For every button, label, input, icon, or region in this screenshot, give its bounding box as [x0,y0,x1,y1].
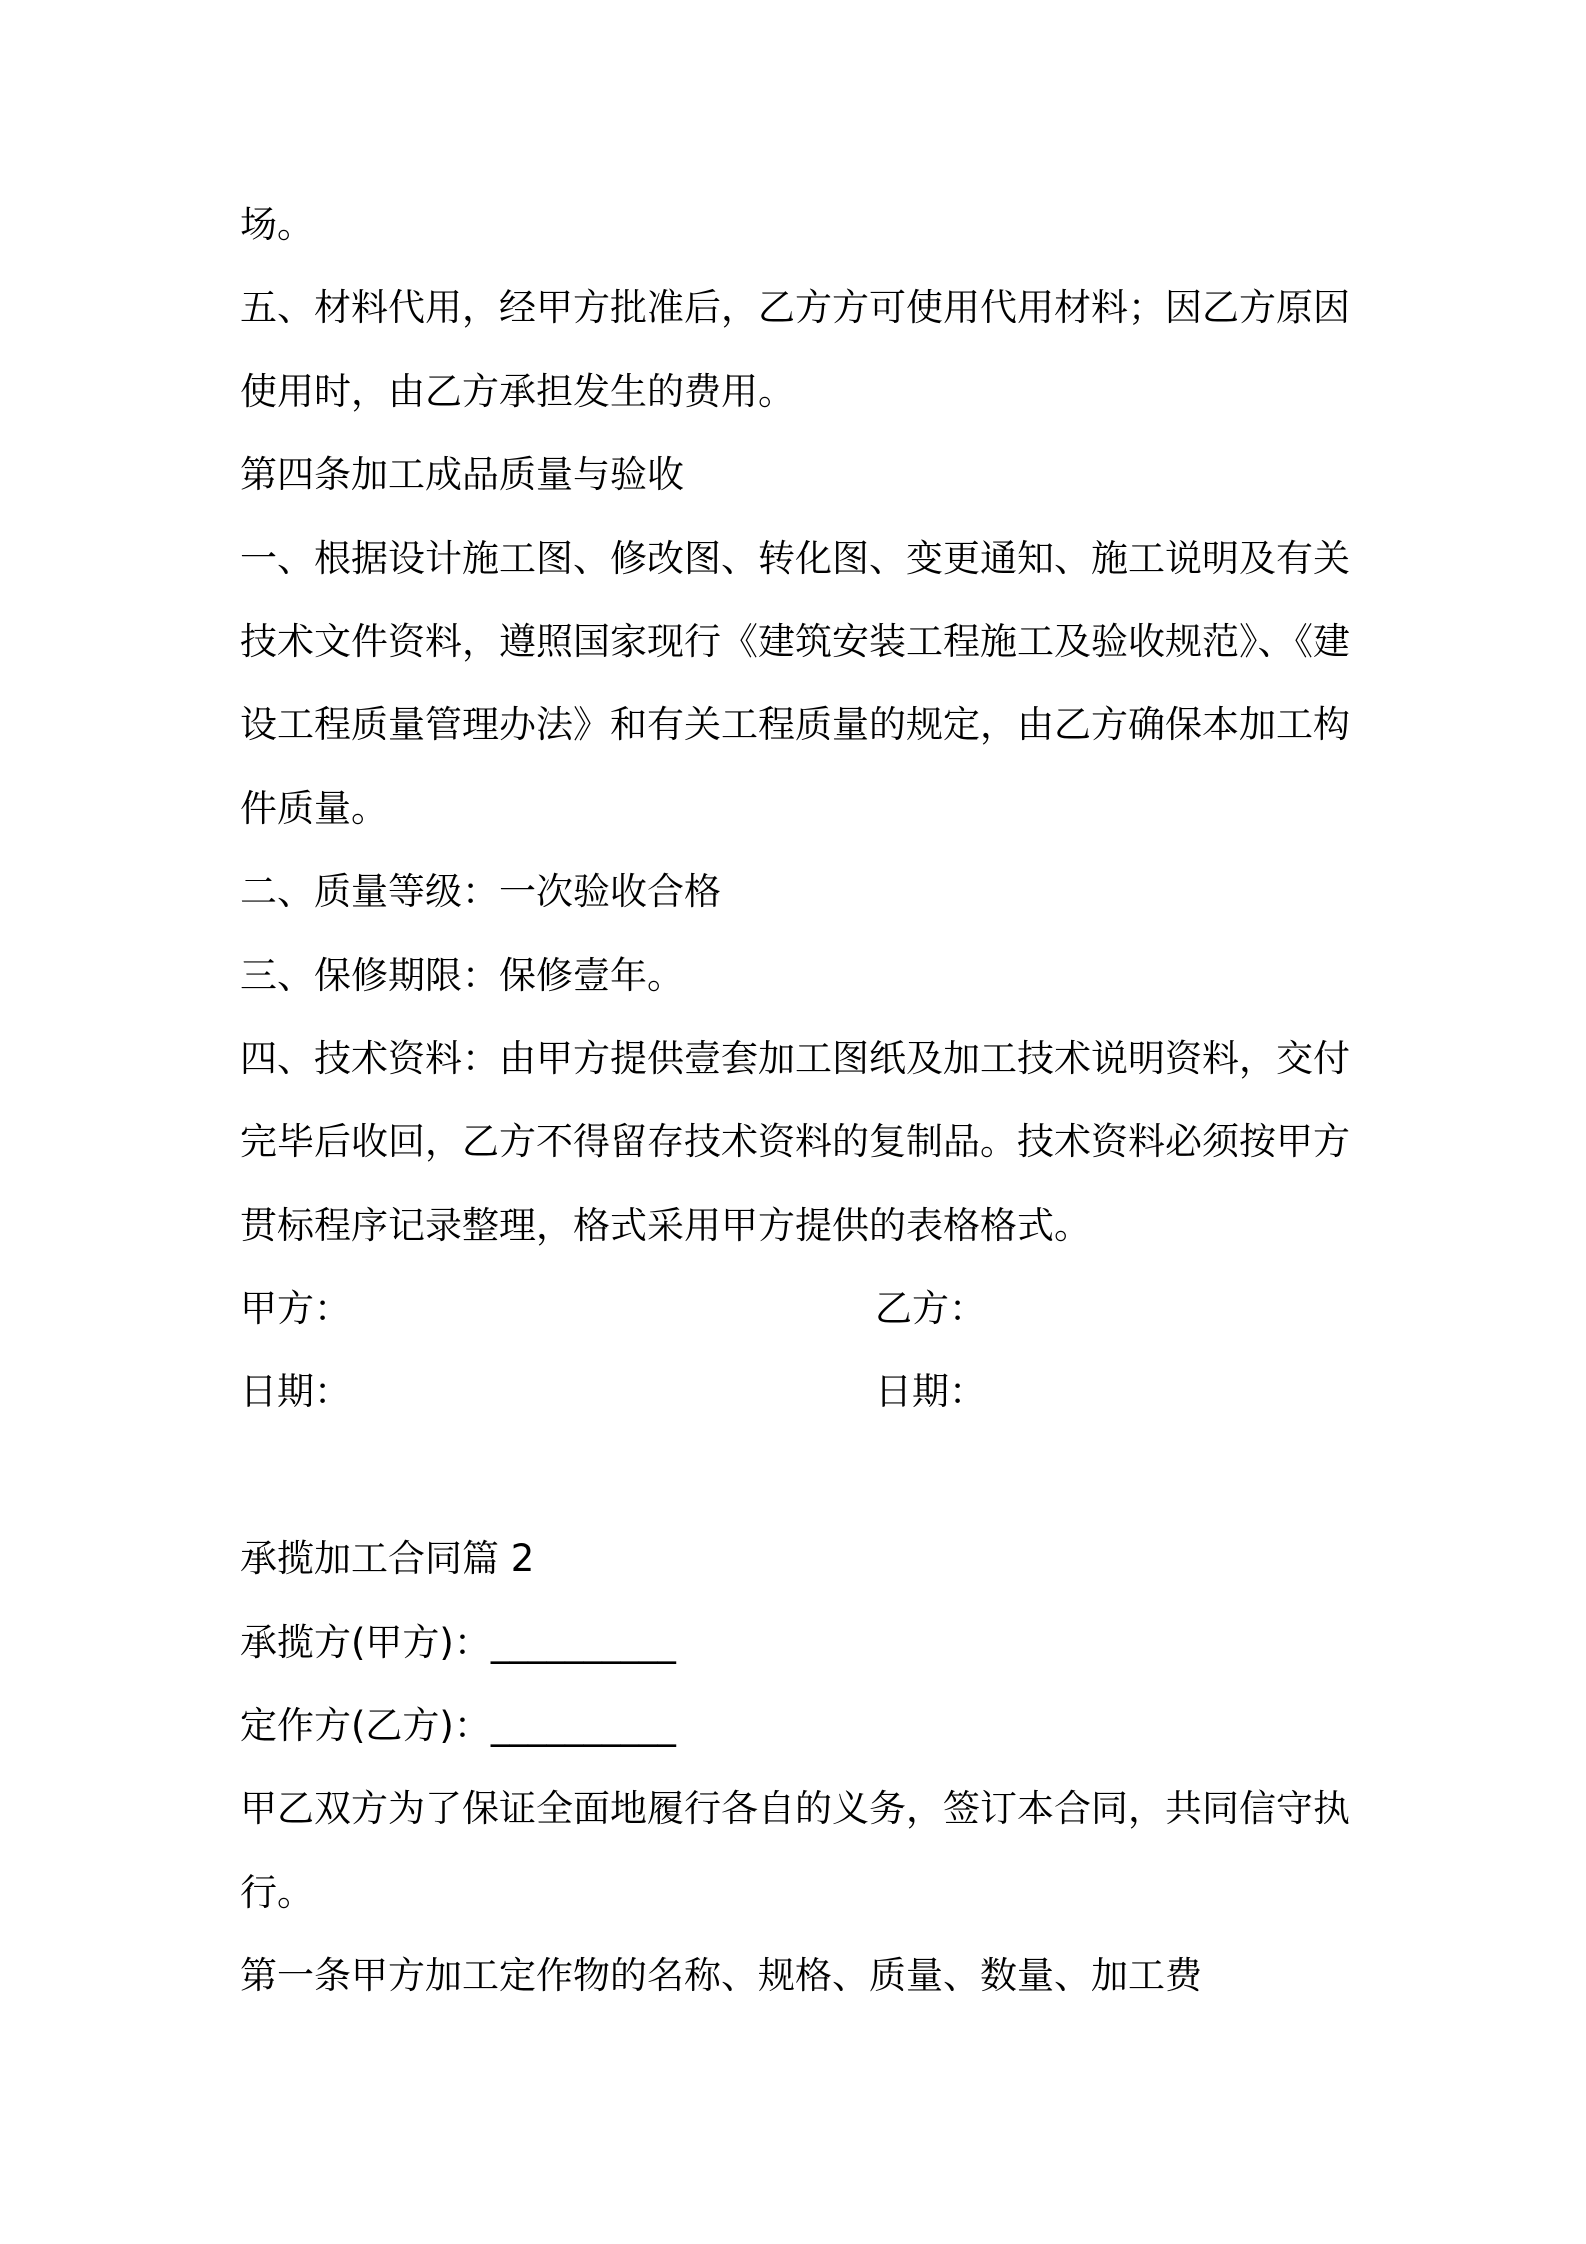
section-gap [240,1434,1440,1517]
article-4-heading: 第四条加工成品质量与验收 [240,453,684,497]
item-4-paragraph [240,1017,1440,1267]
paragraph-line: 使用时，由乙方承担发生的费用。 [240,369,795,413]
paragraph-line: 甲乙双方为了保证全面地履行各自的义务，签订本合同，共同信守执 [240,1787,1350,1831]
paragraph-line: 完毕后收回，乙方不得留存技术资料的复制品。技术资料必须按甲方 [240,1120,1350,1164]
paragraph-line: 行。 [240,1870,314,1914]
paragraph-line: 一、根据设计施工图、修改图、转化图、变更通知、施工说明及有关 [240,536,1350,580]
paragraph-line: 设工程质量管理办法》和有关工程质量的规定，由乙方确保本加工构 [240,703,1350,747]
item-3-warranty-period: 三、保修期限：保修壹年。 [240,953,684,997]
client-field: 定作方(乙方)：__________ [240,1704,676,1748]
signature-party-row [240,1267,1440,1350]
party-a-date-label: 日期： [240,1370,351,1414]
paragraph-line: 件质量。 [240,786,388,830]
signature-date-row [240,1350,1440,1433]
document-page [240,183,1440,2018]
item-2-quality-grade: 二、质量等级：一次验收合格 [240,870,721,914]
contractor-field: 承揽方(甲方)：__________ [240,1620,676,1664]
party-a-signature-label: 甲方： [240,1287,351,1331]
paragraph-line: 贯标程序记录整理，格式采用甲方提供的表格格式。 [240,1203,1091,1247]
paragraph-line: 技术文件资料，遵照国家现行《建筑安装工程施工及验收规范》、《建 [240,619,1350,663]
paragraph-line: 四、技术资料：由甲方提供壹套加工图纸及加工技术说明资料，交付 [240,1036,1350,1080]
article-1-heading: 第一条甲方加工定作物的名称、规格、质量、数量、加工费 [240,1954,1202,1998]
contract-2-title: 承揽加工合同篇 2 [240,1537,535,1581]
item-1-paragraph [240,517,1440,851]
item-5-paragraph [240,266,1440,433]
intro-paragraph [240,1767,1440,1934]
party-b-date-label: 日期： [875,1370,986,1414]
paragraph-line: 五、材料代用，经甲方批准后，乙方方可使用代用材料；因乙方原因 [240,286,1350,330]
party-b-signature-label: 乙方： [875,1287,986,1331]
clause-ending-line: 场。 [240,203,314,246]
